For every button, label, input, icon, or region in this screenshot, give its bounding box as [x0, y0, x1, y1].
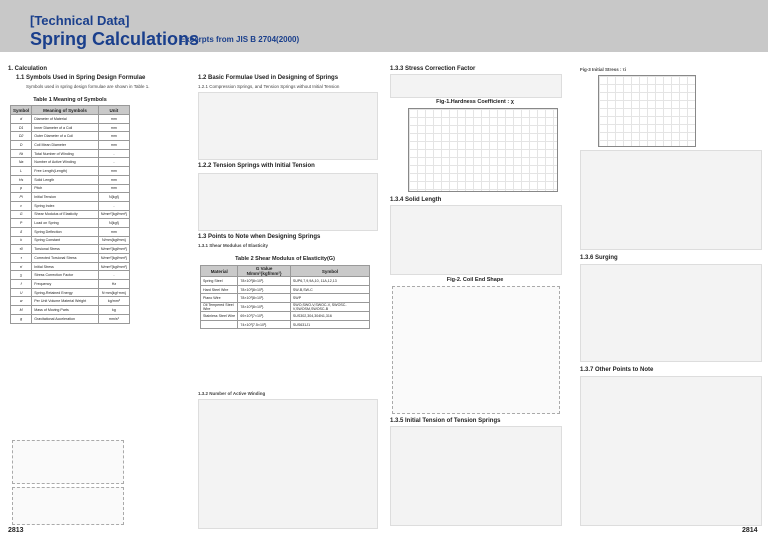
table-cell: Shear Modulus of Elasticity [32, 210, 99, 219]
table-cell: SWP [290, 294, 369, 303]
table-cell: kg/mm³ [98, 297, 129, 306]
table-header: Material [201, 266, 238, 277]
table-cell: SUP6,7,9,9A,10, 11A,12,13 [290, 277, 369, 286]
table-header: Symbol [11, 106, 32, 115]
table-cell: Solid Length [32, 175, 99, 184]
symbol-row [11, 245, 130, 254]
table-cell: Pitch [32, 184, 99, 193]
table-cell: Spring Index [32, 201, 99, 210]
text-block-initial-stress [580, 150, 762, 250]
table-cell: τ [11, 254, 32, 263]
symbol-row [11, 201, 130, 210]
table-cell: 78×10³{8×10³} [238, 294, 291, 303]
table-cell: Pi [11, 193, 32, 202]
table-cell: Initial Stress [32, 262, 99, 271]
page-number-right: 2814 [742, 527, 758, 534]
table-cell: mm [98, 184, 129, 193]
table-cell: Initial Tension [32, 193, 99, 202]
section-1-3-1: 1.3.1 Shear Modulus of Elasticity [198, 243, 269, 248]
formula-block-tension [198, 173, 378, 231]
table-cell: χ [11, 271, 32, 280]
coil-end-shapes-figure [392, 286, 560, 414]
figure-compression-spring [12, 440, 124, 484]
table-cell: Outer Diameter of a Coil [32, 132, 99, 141]
table-cell: Spring Constant [32, 236, 99, 245]
table-cell: - [98, 271, 129, 280]
material-row [201, 285, 370, 294]
table-cell: - [98, 201, 129, 210]
material-row [201, 303, 370, 312]
table-cell: mm [98, 227, 129, 236]
table-cell: Per Unit Volume Material Weight [32, 297, 99, 306]
table-cell: Corrected Torsional Stress [32, 254, 99, 263]
symbol-row [11, 167, 130, 176]
text-block-solid-length [390, 205, 562, 275]
symbol-row [11, 262, 130, 271]
table-cell: N·mm{kgf·mm} [98, 288, 129, 297]
section-1-3: 1.3 Points to Note when Designing Springs [198, 234, 321, 240]
table-cell: Frequency [32, 280, 99, 289]
table-cell: Total Number of Winding [32, 149, 99, 158]
table-cell: Na [11, 158, 32, 167]
table-cell: Spring-Retained Energy [32, 288, 99, 297]
section-1-3-5: 1.3.5 Initial Tension of Tension Springs [390, 418, 501, 424]
section-1-1-note: Symbols used in spring design formulae are shown in Table 1. [26, 84, 150, 89]
table-cell: d [11, 115, 32, 124]
symbol-row [11, 280, 130, 289]
table-cell: N/mm{kgf/mm} [98, 236, 129, 245]
text-block-initial-tension [390, 426, 562, 526]
symbol-row [11, 123, 130, 132]
text-block-surging [580, 264, 762, 362]
symbol-row [11, 271, 130, 280]
table-cell: N/mm²{kgf/mm²} [98, 245, 129, 254]
header-tag: [Technical Data] [30, 13, 130, 28]
table-cell: SUS631J1 [290, 320, 369, 329]
table-cell: Load on Spring [32, 219, 99, 228]
table-cell: Stainless Steel Wire [201, 312, 238, 321]
material-row [201, 312, 370, 321]
table-cell: w [11, 297, 32, 306]
table-cell: - [98, 149, 129, 158]
symbol-row [11, 227, 130, 236]
shear-modulus-table [200, 265, 370, 329]
table-cell: 78×10³{8×10³} [238, 303, 291, 312]
table-cell: Mass of Moving Parts [32, 306, 99, 315]
text-block-active-winding [198, 399, 378, 529]
symbol-row [11, 314, 130, 323]
table1-title: Table 1 Meaning of Symbols [33, 97, 107, 103]
hardness-coefficient-chart [408, 108, 558, 192]
formula-block-compression [198, 92, 378, 160]
table-cell: - [98, 158, 129, 167]
table-cell: mm/s² [98, 314, 129, 323]
table-cell: G [11, 210, 32, 219]
symbol-row [11, 306, 130, 315]
section-1-3-3: 1.3.3 Stress Correction Factor [390, 66, 476, 72]
table-cell: mm [98, 175, 129, 184]
table-cell: Inner Diameter of a Coil [32, 123, 99, 132]
table-header: Symbol [290, 266, 369, 277]
table-cell: k [11, 236, 32, 245]
symbol-row [11, 158, 130, 167]
table-cell: N/mm²{kgf/mm²} [98, 262, 129, 271]
table-cell: D1 [11, 123, 32, 132]
table-cell: Stress Correction Factor [32, 271, 99, 280]
symbol-row [11, 132, 130, 141]
table-cell: P [11, 219, 32, 228]
table-cell: Hs [11, 175, 32, 184]
fig2-title: Fig-2. Coil End Shape [446, 277, 504, 283]
section-1-2-1: 1.2.1 Compression Springs, and Tension Springs without Initial Tension [198, 84, 340, 89]
table-cell: Gravitational Acceleration [32, 314, 99, 323]
table-header: Meaning of Symbols [32, 106, 99, 115]
text-block-stress-correction [390, 74, 562, 98]
symbol-row [11, 175, 130, 184]
table-cell [201, 320, 238, 329]
symbol-row [11, 219, 130, 228]
symbol-row [11, 210, 130, 219]
table-cell: 78×10³{8×10³} [238, 285, 291, 294]
table-cell: 74×10³{7.5×10³} [238, 320, 291, 329]
header-subtitle: Excerpts from JIS B 2704(2000) [180, 35, 300, 44]
table-cell: δ [11, 227, 32, 236]
table-cell: Coil Mean Diameter [32, 141, 99, 150]
table-cell: Diameter of Material [32, 115, 99, 124]
table2-title: Table 2 Shear Modulus of Elasticity(G) [235, 256, 335, 262]
symbol-row [11, 193, 130, 202]
table-cell: SW-B,SW-C [290, 285, 369, 294]
table-cell: f [11, 280, 32, 289]
table-cell: SUS302,304,304N1,316 [290, 312, 369, 321]
section-1-3-2: 1.3.2 Number of Active Winding [198, 391, 266, 396]
symbol-row [11, 141, 130, 150]
material-row [201, 320, 370, 329]
table-cell: Number of Active Winding [32, 158, 99, 167]
table-cell: N{kgf} [98, 193, 129, 202]
table-cell: c [11, 201, 32, 210]
fig1-title: Fig-1.Hardness Coefficient : χ [436, 99, 514, 105]
section-1: 1. Calculation [8, 66, 48, 72]
table-cell: 78×10³{8×10³} [238, 277, 291, 286]
table-cell: Torsional Stress [32, 245, 99, 254]
section-1-3-7: 1.3.7 Other Points to Note [580, 367, 654, 373]
table-cell: N/mm²{kgf/mm²} [98, 210, 129, 219]
table-cell: mm [98, 141, 129, 150]
fig3-title: Fig-3 Initial Stress : τi [580, 67, 627, 72]
initial-stress-chart [598, 75, 696, 147]
table-cell: Free Length(Length) [32, 167, 99, 176]
table-cell: D2 [11, 132, 32, 141]
table-cell: Nt [11, 149, 32, 158]
table-cell: mm [98, 132, 129, 141]
material-row [201, 277, 370, 286]
table-cell: M [11, 306, 32, 315]
table-cell: kg [98, 306, 129, 315]
page-number-left: 2813 [8, 527, 24, 534]
symbol-row [11, 297, 130, 306]
table-cell: g [11, 314, 32, 323]
table-cell: Piano Wire [201, 294, 238, 303]
table-cell: mm [98, 167, 129, 176]
table-cell: Hz [98, 280, 129, 289]
table-cell: Spring Steel [201, 277, 238, 286]
symbol-row [11, 149, 130, 158]
symbol-row [11, 288, 130, 297]
table-cell: mm [98, 115, 129, 124]
table-cell: τi [11, 262, 32, 271]
table-cell: p [11, 184, 32, 193]
symbol-row [11, 184, 130, 193]
table-cell: U [11, 288, 32, 297]
table-cell: mm [98, 123, 129, 132]
symbol-row [11, 236, 130, 245]
table-header: G Value N/mm²{kgf/mm²} [238, 266, 291, 277]
table-cell: τ0 [11, 245, 32, 254]
section-1-1: 1.1 Symbols Used in Spring Design Formulae [16, 75, 146, 81]
table-cell: L [11, 167, 32, 176]
table-cell: N{kgf} [98, 219, 129, 228]
table-cell: 69×10³{7×10³} [238, 312, 291, 321]
table-cell: Hard Steel Wire [201, 285, 238, 294]
figure-tension-spring [12, 487, 124, 525]
section-1-3-4: 1.3.4 Solid Length [390, 197, 442, 203]
symbols-table [10, 105, 130, 324]
header-band [0, 0, 768, 52]
section-1-3-6: 1.3.6 Surging [580, 255, 618, 261]
material-row [201, 294, 370, 303]
table-cell: Spring Deflection [32, 227, 99, 236]
table-cell: N/mm²{kgf/mm²} [98, 254, 129, 263]
table-cell: SWO,SWO-V,SWOC-V, SWOSC-V,SWOSM,SWOSC-B [290, 303, 369, 312]
text-block-other-points [580, 376, 762, 526]
table-header: Unit [98, 106, 129, 115]
table-cell: D [11, 141, 32, 150]
section-1-2-2: 1.2.2 Tension Springs with Initial Tension [198, 163, 315, 169]
table-cell: Oil Tempered Steel Wire [201, 303, 238, 312]
page-title: Spring Calculations [30, 29, 200, 49]
symbol-row [11, 254, 130, 263]
section-1-2: 1.2 Basic Formulae Used in Designing of Springs [198, 75, 339, 81]
symbol-row [11, 115, 130, 124]
